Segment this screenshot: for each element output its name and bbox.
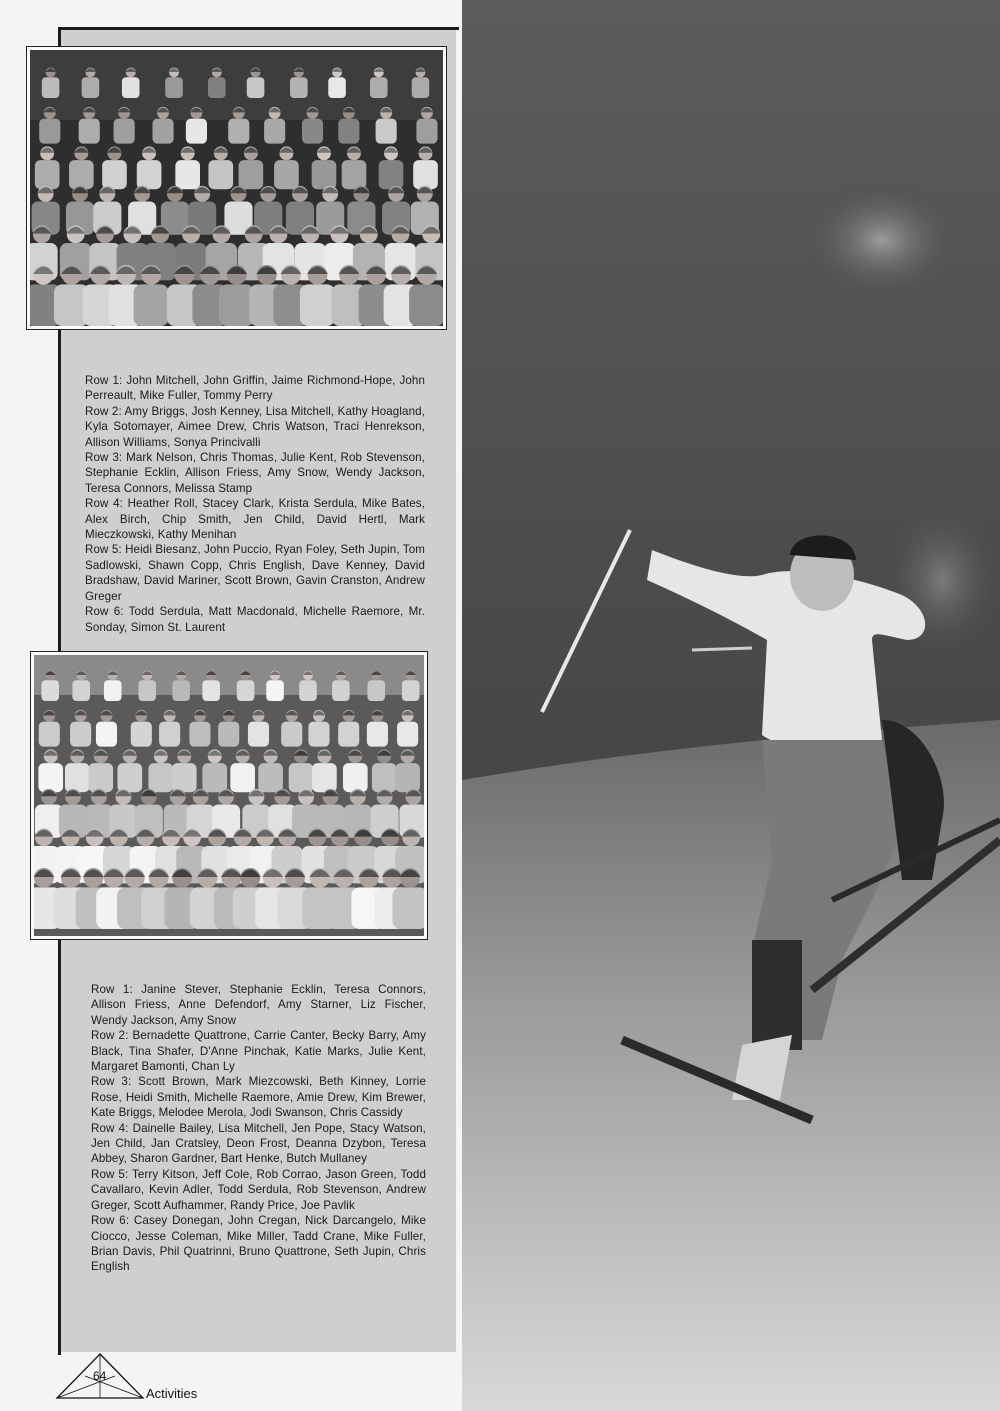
caption-row: Row 3: Mark Nelson, Chris Thomas, Julie Kent, Rob Stevenson, Stephanie Ecklin, Allison Friess, Amy Snow, Wendy Jackson, Teresa Connors, Melissa Stamp	[85, 451, 425, 495]
caption-bottom	[91, 982, 426, 1275]
caption-row: Row 6: Casey Donegan, John Cregan, Nick Darcangelo, Mike Ciocco, Jesse Coleman, Mike Miller, Tadd Crane, Mike Fuller, Brian Davis, Phil Quatrinni, Bruno Quattrone, Seth Jupin, Chris English	[91, 1214, 426, 1274]
group-photo-bottom-image	[34, 655, 424, 936]
caption-row: Row 2: Bernadette Quattrone, Carrie Canter, Becky Barry, Amy Black, Tina Shafer, D'Anne Pinchak, Katie Marks, Julie Kent, Margaret Bamonti, Chan Ly	[91, 1029, 426, 1074]
caption-row: Row 1: John Mitchell, John Griffin, Jaime Richmond-Hope, John Perreault, Mike Fuller, Tommy Perry	[85, 374, 425, 403]
skier-photo-image	[462, 0, 1000, 1411]
caption-row: Row 1: Janine Stever, Stephanie Ecklin, Teresa Connors, Allison Friess, Anne Defendorf, Amy Starner, Liz Fischer, Wendy Jackson, Amy Snow	[91, 983, 426, 1027]
section-label: Activities	[146, 1386, 198, 1401]
caption-row: Row 5: Terry Kitson, Jeff Cole, Rob Corrao, Jason Green, Todd Cavallaro, Kevin Adler, Todd Serdula, Rob Stevenson, Andrew Greger, Scott Aufhammer, Randy Price, Joe Pavlik	[91, 1167, 426, 1212]
caption-top	[85, 373, 425, 635]
skier-photo	[462, 0, 1000, 1411]
caption-row: Row 4: Heather Roll, Stacey Clark, Krista Serdula, Mike Bates, Alex Birch, Chip Smith, Jen Child, David Hertl, Mark Mieczkowski, Kathy Menihan	[85, 497, 425, 542]
caption-row: Row 2: Amy Briggs, Josh Kenney, Lisa Mitchell, Kathy Hoagland, Kyla Sotomayer, Aimee Drew, Chris Watson, Traci Henrekson, Allison Williams, Sonya Princivalli	[85, 404, 425, 449]
caption-row: Row 6: Todd Serdula, Matt Macdonald, Michelle Raemore, Mr. Sonday, Simon St. Laurent	[85, 605, 425, 634]
caption-row: Row 4: Dainelle Bailey, Lisa Mitchell, Jen Pope, Stacy Watson, Jen Child, Jan Cratsley, Deon Frost, Deanna Dzybon, Teresa Abbey, Sharon Gardner, Bart Henke, Butch Mullaney	[91, 1121, 426, 1166]
group-photo-top	[27, 47, 446, 329]
caption-row: Row 3: Scott Brown, Mark Miezcowski, Beth Kinney, Lorrie Rose, Heidi Smith, Michelle Raemore, Amie Drew, Kim Brewer, Kate Briggs, Melodee Merola, Jodi Swanson, Chris Cassidy	[91, 1075, 426, 1120]
page-number: 64	[93, 1369, 107, 1383]
group-photo-bottom	[31, 652, 427, 939]
group-photo-top-image	[30, 50, 443, 326]
caption-row: Row 5: Heidi Biesanz, John Puccio, Ryan Foley, Seth Jupin, Tom Sadlowski, Shawn Copp, Chris English, Dave Kenney, David Bradshaw, David Mariner, Scott Brown, Gavin Cranston, Andrew Greger	[85, 543, 425, 603]
